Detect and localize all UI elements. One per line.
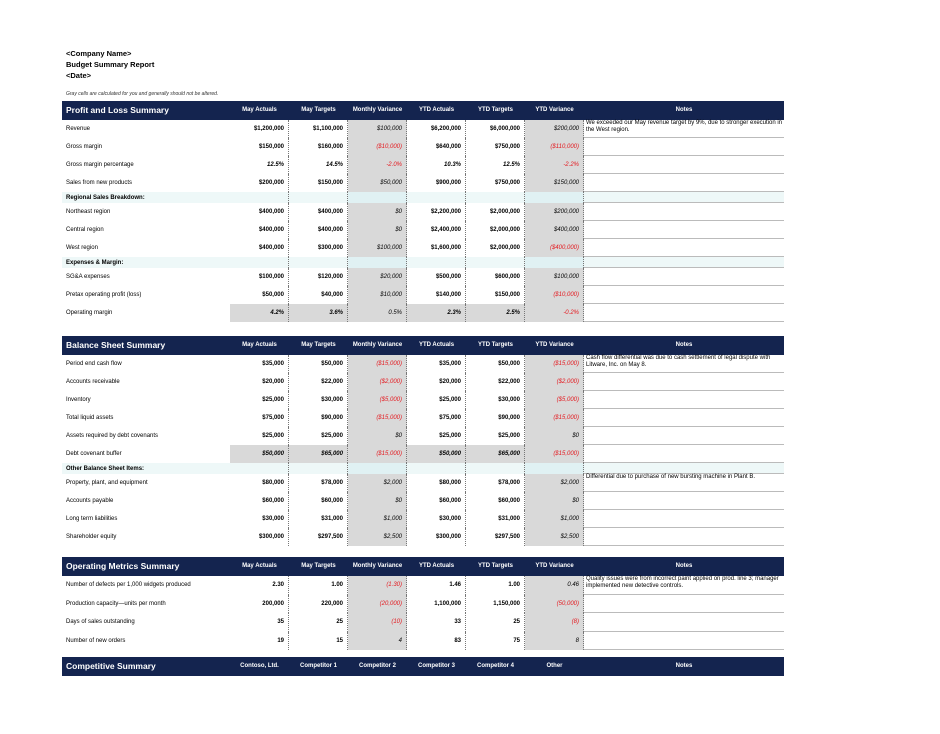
cell-may-actuals[interactable]: $400,000 <box>230 239 289 257</box>
column-header-ytd-targets: YTD Targets <box>478 563 513 570</box>
cell-may-actuals[interactable]: $25,000 <box>230 427 289 445</box>
cell-ytd-actuals[interactable]: $25,000 <box>407 391 466 409</box>
row-label: Central region <box>66 227 104 233</box>
cell-may-targets[interactable]: $40,000 <box>289 286 348 304</box>
bs-title: Balance Sheet Summary <box>66 340 166 351</box>
cell-ytd-actuals[interactable]: 1,100,000 <box>407 595 466 614</box>
cell-ytd-targets[interactable]: 25 <box>466 613 525 632</box>
column-header-notes: Notes <box>675 342 693 349</box>
cell-ytd-targets[interactable]: $750,000 <box>466 174 525 192</box>
cell-monthly-variance[interactable]: $20,000 <box>348 268 407 286</box>
cell-ytd-targets[interactable]: $22,000 <box>466 373 525 391</box>
cell-may-targets[interactable]: $150,000 <box>289 174 348 192</box>
cell-may-targets[interactable]: $300,000 <box>289 239 348 257</box>
notes-cell[interactable] <box>584 286 784 304</box>
cell-ytd-variance[interactable]: -0.2% <box>525 304 584 322</box>
cell-ytd-targets[interactable]: $25,000 <box>466 427 525 445</box>
cell-ytd-targets[interactable]: $30,000 <box>466 391 525 409</box>
cell-may-actuals[interactable]: $50,000 <box>230 445 289 463</box>
notes-cell[interactable] <box>584 427 784 445</box>
om-title: Operating Metrics Summary <box>66 561 180 572</box>
cell-monthly-variance[interactable]: (1.30) <box>348 576 407 595</box>
cell-monthly-variance[interactable]: $0 <box>348 492 407 510</box>
cell-ytd-actuals[interactable]: $300,000 <box>407 528 466 546</box>
column-header-ytd-targets: YTD Targets <box>478 342 513 349</box>
cell-ytd-actuals[interactable]: $30,000 <box>407 510 466 528</box>
cell-ytd-variance[interactable] <box>525 257 584 268</box>
cell-ytd-actuals[interactable]: $75,000 <box>407 409 466 427</box>
row-label: Period end cash flow <box>66 361 122 367</box>
table-row <box>62 192 784 203</box>
column-header-monthly-variance: Monthly Variance <box>352 563 403 570</box>
notes-cell[interactable] <box>584 373 784 391</box>
cell-ytd-targets[interactable]: $60,000 <box>466 492 525 510</box>
notes-cell[interactable] <box>584 595 784 614</box>
row-label: Other Balance Sheet Items: <box>66 465 145 472</box>
row-label: Regional Sales Breakdown: <box>66 194 145 201</box>
cell-may-actuals[interactable]: 12.5% <box>230 156 289 174</box>
row-label: West region <box>66 245 98 251</box>
column-header-may-targets: May Targets <box>301 107 336 114</box>
column-header-monthly-variance: Monthly Variance <box>352 107 403 114</box>
table-row <box>62 474 784 492</box>
cell-ytd-variance[interactable]: $0 <box>525 427 584 445</box>
cell-ytd-variance[interactable]: $200,000 <box>525 203 584 221</box>
cell-ytd-variance[interactable] <box>525 463 584 474</box>
cell-may-actuals[interactable]: $80,000 <box>230 474 289 492</box>
report-date: <Date> <box>66 71 92 80</box>
cell-may-targets[interactable]: $297,500 <box>289 528 348 546</box>
table-row <box>62 138 784 156</box>
cell-may-targets[interactable]: 1.00 <box>289 576 348 595</box>
cell-ytd-actuals[interactable]: $640,000 <box>407 138 466 156</box>
cell-ytd-actuals[interactable]: 10.3% <box>407 156 466 174</box>
table-row <box>62 174 784 192</box>
cell-ytd-targets[interactable] <box>466 463 525 474</box>
row-label: Northeast region <box>66 209 111 215</box>
om-header <box>62 557 784 576</box>
cell-monthly-variance[interactable]: 0.5% <box>348 304 407 322</box>
cell-may-actuals[interactable]: $25,000 <box>230 391 289 409</box>
cell-ytd-variance[interactable]: ($2,000) <box>525 373 584 391</box>
notes-cell[interactable]: Cash flow differential was due to cash settlement of legal dispute with Litware, Inc. on May 8. <box>584 355 784 373</box>
cell-may-targets[interactable] <box>289 257 348 268</box>
column-header-notes: Notes <box>675 663 693 670</box>
notes-cell[interactable] <box>584 174 784 192</box>
notes-cell[interactable]: Differential due to purchase of new bursting machine in Plant B. <box>584 474 784 492</box>
row-label: Sales from new products <box>66 180 133 186</box>
cell-ytd-variance[interactable]: $2,000 <box>525 474 584 492</box>
table-row <box>62 268 784 286</box>
table-row <box>62 257 784 268</box>
cell-may-targets[interactable]: 14.5% <box>289 156 348 174</box>
balance-sheet-summary <box>62 336 784 546</box>
row-label: Production capacity—units per month <box>66 600 166 607</box>
cell-monthly-variance[interactable]: (10) <box>348 613 407 632</box>
column-header-competitor-2: Competitor 2 <box>358 663 396 670</box>
column-header-contoso-ltd: Contoso, Ltd. <box>240 663 279 670</box>
cell-may-actuals[interactable]: $50,000 <box>230 286 289 304</box>
row-label: Property, plant, and equipment <box>66 480 148 486</box>
cell-ytd-variance[interactable]: ($15,000) <box>525 355 584 373</box>
cell-monthly-variance[interactable]: $10,000 <box>348 286 407 304</box>
cell-ytd-actuals[interactable]: $35,000 <box>407 355 466 373</box>
cell-may-targets[interactable]: $90,000 <box>289 409 348 427</box>
table-row <box>62 510 784 528</box>
column-header-may-targets: May Targets <box>301 342 336 349</box>
column-header-notes: Notes <box>675 563 693 570</box>
cell-ytd-variance[interactable]: $0 <box>525 492 584 510</box>
gray-cells-note: Gray cells are calculated for you and generally should not be altered. <box>66 91 219 97</box>
cell-may-targets[interactable]: 220,000 <box>289 595 348 614</box>
cell-may-targets[interactable]: 25 <box>289 613 348 632</box>
notes-cell[interactable] <box>584 409 784 427</box>
cell-ytd-targets[interactable]: $6,000,000 <box>466 120 525 138</box>
column-header-ytd-actuals: YTD Actuals <box>418 342 455 349</box>
cell-ytd-targets[interactable]: $78,000 <box>466 474 525 492</box>
table-row <box>62 391 784 409</box>
cell-may-targets[interactable]: $400,000 <box>289 221 348 239</box>
cell-ytd-targets[interactable] <box>466 192 525 203</box>
cell-ytd-variance[interactable]: $2,500 <box>525 528 584 546</box>
cell-ytd-actuals[interactable]: $60,000 <box>407 492 466 510</box>
cell-monthly-variance[interactable] <box>348 463 407 474</box>
cell-ytd-actuals[interactable]: 33 <box>407 613 466 632</box>
cell-may-targets[interactable]: $30,000 <box>289 391 348 409</box>
cell-may-targets[interactable]: 3.6% <box>289 304 348 322</box>
profit-loss-summary <box>62 101 784 322</box>
cell-may-targets[interactable]: $31,000 <box>289 510 348 528</box>
cell-monthly-variance[interactable]: ($15,000) <box>348 445 407 463</box>
row-label: Pretax operating profit (loss) <box>66 292 142 298</box>
table-row <box>62 203 784 221</box>
row-label: Inventory <box>66 397 91 403</box>
cell-ytd-actuals[interactable]: $1,600,000 <box>407 239 466 257</box>
cell-may-actuals[interactable]: 4.2% <box>230 304 289 322</box>
table-row <box>62 632 784 651</box>
row-label: Total liquid assets <box>66 415 114 421</box>
notes-cell[interactable]: We exceeded our May revenue target by 9%, due to stronger execution in the West region. <box>584 120 784 138</box>
cell-monthly-variance[interactable]: $0 <box>348 427 407 445</box>
row-label: Long term liabilities <box>66 516 118 522</box>
row-label: Expenses & Margin: <box>66 259 124 266</box>
cell-monthly-variance[interactable]: $0 <box>348 221 407 239</box>
row-label: Accounts payable <box>66 498 114 504</box>
notes-cell[interactable] <box>584 632 784 651</box>
cell-may-actuals[interactable]: 35 <box>230 613 289 632</box>
cell-monthly-variance[interactable] <box>348 257 407 268</box>
cell-monthly-variance[interactable]: 4 <box>348 632 407 651</box>
cell-may-targets[interactable]: 15 <box>289 632 348 651</box>
cell-ytd-targets[interactable]: 2.5% <box>466 304 525 322</box>
cell-monthly-variance[interactable]: $1,000 <box>348 510 407 528</box>
cell-ytd-actuals[interactable]: $6,200,000 <box>407 120 466 138</box>
cell-ytd-targets[interactable]: 12.5% <box>466 156 525 174</box>
cell-may-targets[interactable]: $50,000 <box>289 355 348 373</box>
cell-may-actuals[interactable] <box>230 192 289 203</box>
cell-may-targets[interactable]: $400,000 <box>289 203 348 221</box>
cell-ytd-actuals[interactable]: $25,000 <box>407 427 466 445</box>
table-row <box>62 427 784 445</box>
cell-ytd-variance[interactable]: $400,000 <box>525 221 584 239</box>
cell-monthly-variance[interactable]: ($2,000) <box>348 373 407 391</box>
table-row <box>62 239 784 257</box>
cell-ytd-actuals[interactable]: $900,000 <box>407 174 466 192</box>
column-header-may-actuals: May Actuals <box>242 107 277 114</box>
cell-may-targets[interactable] <box>289 192 348 203</box>
notes-cell[interactable] <box>584 268 784 286</box>
column-header-may-actuals: May Actuals <box>242 563 277 570</box>
cell-ytd-variance[interactable]: $1,000 <box>525 510 584 528</box>
table-row <box>62 120 784 138</box>
table-row <box>62 286 784 304</box>
cell-may-targets[interactable]: $60,000 <box>289 492 348 510</box>
pl-title: Profit and Loss Summary <box>66 105 169 116</box>
cell-may-actuals[interactable]: $200,000 <box>230 174 289 192</box>
cell-monthly-variance[interactable]: ($10,000) <box>348 138 407 156</box>
row-label: Number of new orders <box>66 637 126 644</box>
cell-monthly-variance[interactable]: $100,000 <box>348 239 407 257</box>
notes-cell[interactable] <box>584 528 784 546</box>
cell-may-targets[interactable]: $120,000 <box>289 268 348 286</box>
cell-ytd-actuals[interactable]: 2.3% <box>407 304 466 322</box>
cell-may-actuals[interactable] <box>230 463 289 474</box>
row-label: Assets required by debt covenants <box>66 433 159 439</box>
cell-may-targets[interactable]: $1,100,000 <box>289 120 348 138</box>
row-label: Gross margin <box>66 144 103 150</box>
cell-may-targets[interactable]: $25,000 <box>289 427 348 445</box>
operating-metrics-summary <box>62 557 784 650</box>
notes-cell[interactable] <box>584 239 784 257</box>
cell-may-actuals[interactable]: $300,000 <box>230 528 289 546</box>
cell-may-actuals[interactable]: $400,000 <box>230 221 289 239</box>
cell-may-actuals[interactable]: $35,000 <box>230 355 289 373</box>
column-header-notes: Notes <box>675 107 693 114</box>
cell-may-actuals[interactable] <box>230 257 289 268</box>
cell-ytd-targets[interactable] <box>466 257 525 268</box>
notes-cell[interactable] <box>584 492 784 510</box>
cell-may-targets[interactable]: $78,000 <box>289 474 348 492</box>
cell-may-actuals[interactable]: 2.30 <box>230 576 289 595</box>
cell-monthly-variance[interactable]: $100,000 <box>348 120 407 138</box>
notes-cell[interactable] <box>584 613 784 632</box>
cell-ytd-variance[interactable]: ($400,000) <box>525 239 584 257</box>
cell-ytd-targets[interactable]: $150,000 <box>466 286 525 304</box>
row-label: Days of sales outstanding <box>66 619 135 626</box>
cell-monthly-variance[interactable] <box>348 192 407 203</box>
cell-ytd-actuals[interactable] <box>407 257 466 268</box>
notes-cell[interactable] <box>584 156 784 174</box>
cell-ytd-actuals[interactable]: 1.46 <box>407 576 466 595</box>
row-label: SG&A expenses <box>66 274 110 280</box>
cell-ytd-variance[interactable]: (50,000) <box>525 595 584 614</box>
row-label: Gross margin percentage <box>66 162 134 168</box>
cell-monthly-variance[interactable]: ($5,000) <box>348 391 407 409</box>
table-row <box>62 595 784 614</box>
column-header-ytd-variance: YTD Variance <box>535 342 574 349</box>
cell-ytd-variance[interactable]: ($10,000) <box>525 286 584 304</box>
cell-ytd-targets[interactable]: $2,000,000 <box>466 239 525 257</box>
table-row <box>62 409 784 427</box>
table-row <box>62 445 784 463</box>
cell-ytd-variance[interactable]: ($110,000) <box>525 138 584 156</box>
cs-title: Competitive Summary <box>66 661 156 672</box>
cell-ytd-variance[interactable]: $200,000 <box>525 120 584 138</box>
cell-monthly-variance[interactable]: (20,000) <box>348 595 407 614</box>
cell-ytd-actuals[interactable]: $500,000 <box>407 268 466 286</box>
cell-ytd-targets[interactable]: $90,000 <box>466 409 525 427</box>
column-header-competitor-1: Competitor 1 <box>299 663 337 670</box>
cell-may-actuals[interactable]: $150,000 <box>230 138 289 156</box>
table-row <box>62 528 784 546</box>
cell-monthly-variance[interactable]: $0 <box>348 203 407 221</box>
cell-ytd-targets[interactable]: $2,000,000 <box>466 203 525 221</box>
row-label: Shareholder equity <box>66 534 117 540</box>
cell-ytd-actuals[interactable]: $2,400,000 <box>407 221 466 239</box>
notes-cell[interactable] <box>584 192 784 203</box>
row-label: Operating margin <box>66 310 113 316</box>
row-label: Number of defects per 1,000 widgets produced <box>66 582 191 589</box>
cell-may-targets[interactable]: $22,000 <box>289 373 348 391</box>
cell-may-actuals[interactable]: $75,000 <box>230 409 289 427</box>
column-header-may-actuals: May Actuals <box>242 342 277 349</box>
column-header-other: Other <box>546 663 563 670</box>
cell-ytd-actuals[interactable]: $140,000 <box>407 286 466 304</box>
cell-ytd-targets[interactable]: $65,000 <box>466 445 525 463</box>
cell-ytd-variance[interactable]: ($15,000) <box>525 409 584 427</box>
cell-ytd-actuals[interactable]: $20,000 <box>407 373 466 391</box>
cell-may-targets[interactable]: $160,000 <box>289 138 348 156</box>
report-title: Budget Summary Report <box>66 60 155 69</box>
table-row <box>62 492 784 510</box>
cell-may-actuals[interactable]: $400,000 <box>230 203 289 221</box>
cell-may-actuals[interactable]: $30,000 <box>230 510 289 528</box>
column-header-competitor-4: Competitor 4 <box>476 663 514 670</box>
notes-cell[interactable] <box>584 203 784 221</box>
notes-cell[interactable] <box>584 445 784 463</box>
column-header-ytd-actuals: YTD Actuals <box>418 107 455 114</box>
bs-header <box>62 336 784 355</box>
cell-may-actuals[interactable]: $1,200,000 <box>230 120 289 138</box>
row-label: Revenue <box>66 126 91 132</box>
cell-ytd-targets[interactable]: $31,000 <box>466 510 525 528</box>
pl-header <box>62 101 784 120</box>
cell-ytd-actuals[interactable] <box>407 463 466 474</box>
cell-ytd-targets[interactable]: 1,150,000 <box>466 595 525 614</box>
cell-monthly-variance[interactable]: ($15,000) <box>348 409 407 427</box>
cell-monthly-variance[interactable]: -2.0% <box>348 156 407 174</box>
cell-may-actuals[interactable]: 19 <box>230 632 289 651</box>
cell-ytd-actuals[interactable] <box>407 192 466 203</box>
cell-may-targets[interactable] <box>289 463 348 474</box>
cell-ytd-targets[interactable]: $600,000 <box>466 268 525 286</box>
cell-ytd-variance[interactable]: -2.2% <box>525 156 584 174</box>
cell-monthly-variance[interactable]: $2,500 <box>348 528 407 546</box>
cell-ytd-variance[interactable]: 0.46 <box>525 576 584 595</box>
column-header-ytd-variance: YTD Variance <box>535 107 574 114</box>
notes-cell[interactable]: Quality issues were from incorrect paint applied on prod. line 3; manager implemented new detective controls. <box>584 576 784 595</box>
cell-may-actuals[interactable]: 200,000 <box>230 595 289 614</box>
cell-monthly-variance[interactable]: $50,000 <box>348 174 407 192</box>
column-header-may-targets: May Targets <box>301 563 336 570</box>
notes-cell[interactable] <box>584 221 784 239</box>
table-row <box>62 613 784 632</box>
notes-cell[interactable] <box>584 463 784 474</box>
cell-ytd-targets[interactable]: $297,500 <box>466 528 525 546</box>
cell-ytd-variance[interactable]: ($5,000) <box>525 391 584 409</box>
column-header-monthly-variance: Monthly Variance <box>352 342 403 349</box>
row-label: Debt covenant buffer <box>66 451 122 457</box>
cell-may-actuals[interactable]: $20,000 <box>230 373 289 391</box>
table-row <box>62 304 784 322</box>
table-row <box>62 355 784 373</box>
cell-ytd-targets[interactable]: $750,000 <box>466 138 525 156</box>
cell-monthly-variance[interactable]: ($15,000) <box>348 355 407 373</box>
cell-ytd-targets[interactable]: $2,000,000 <box>466 221 525 239</box>
cell-ytd-actuals[interactable]: 83 <box>407 632 466 651</box>
table-row <box>62 576 784 595</box>
table-row <box>62 221 784 239</box>
company-name: <Company Name> <box>66 49 132 58</box>
table-row <box>62 373 784 391</box>
cell-ytd-variance[interactable]: $150,000 <box>525 174 584 192</box>
row-label: Accounts receivable <box>66 379 120 385</box>
cs-header <box>62 657 784 676</box>
cell-may-targets[interactable]: $65,000 <box>289 445 348 463</box>
notes-cell[interactable] <box>584 304 784 322</box>
cell-ytd-variance[interactable] <box>525 192 584 203</box>
cell-monthly-variance[interactable]: $2,000 <box>348 474 407 492</box>
cell-ytd-variance[interactable]: 8 <box>525 632 584 651</box>
cell-ytd-targets[interactable]: $50,000 <box>466 355 525 373</box>
cell-ytd-variance[interactable]: $100,000 <box>525 268 584 286</box>
column-header-competitor-3: Competitor 3 <box>417 663 455 670</box>
column-header-ytd-actuals: YTD Actuals <box>418 563 455 570</box>
competitive-summary <box>62 657 784 676</box>
cell-may-actuals[interactable]: $60,000 <box>230 492 289 510</box>
notes-cell[interactable] <box>584 257 784 268</box>
notes-cell[interactable] <box>584 510 784 528</box>
notes-cell[interactable] <box>584 138 784 156</box>
cell-ytd-actuals[interactable]: $80,000 <box>407 474 466 492</box>
notes-cell[interactable] <box>584 391 784 409</box>
cell-may-actuals[interactable]: $100,000 <box>230 268 289 286</box>
table-row <box>62 463 784 474</box>
cell-ytd-targets[interactable]: 75 <box>466 632 525 651</box>
column-header-ytd-targets: YTD Targets <box>478 107 513 114</box>
cell-ytd-actuals[interactable]: $2,200,000 <box>407 203 466 221</box>
cell-ytd-actuals[interactable]: $50,000 <box>407 445 466 463</box>
cell-ytd-variance[interactable]: (8) <box>525 613 584 632</box>
table-row <box>62 156 784 174</box>
column-header-ytd-variance: YTD Variance <box>535 563 574 570</box>
cell-ytd-targets[interactable]: 1.00 <box>466 576 525 595</box>
cell-ytd-variance[interactable]: ($15,000) <box>525 445 584 463</box>
